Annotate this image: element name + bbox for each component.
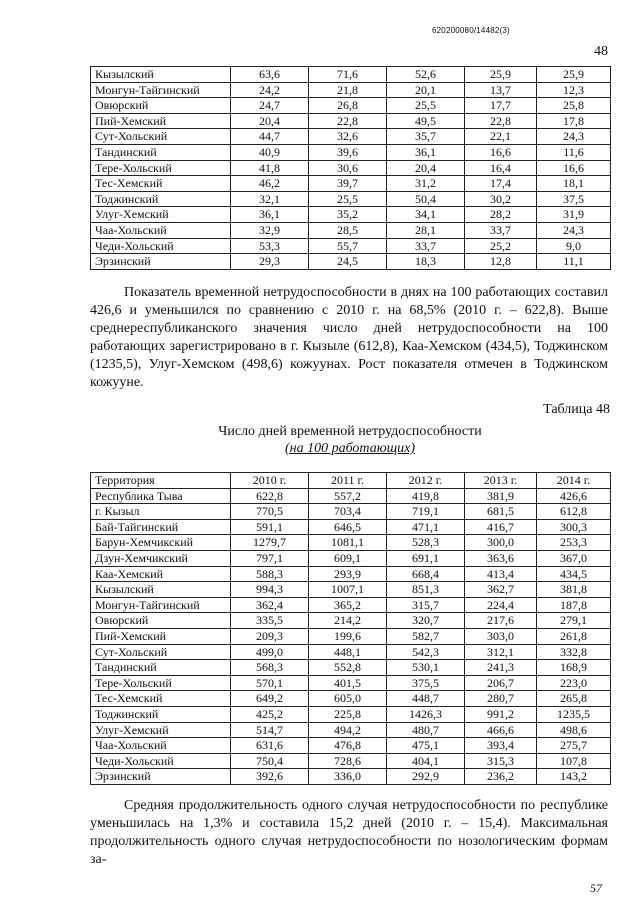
table-label: Таблица 48	[543, 402, 610, 417]
value-cell: 365,2	[309, 597, 387, 613]
value-cell: 280,7	[465, 691, 537, 707]
value-cell: 12,8	[465, 254, 537, 270]
table-row	[91, 222, 611, 238]
territory-cell: Тере-Хольский	[91, 160, 231, 176]
value-cell: 223,0	[537, 675, 611, 691]
territory-cell: Тандинский	[91, 660, 231, 676]
handwritten-page-number: 57	[590, 881, 602, 895]
table-row	[91, 519, 611, 535]
value-cell: 494,2	[309, 722, 387, 738]
value-cell: 225,8	[309, 706, 387, 722]
table-row	[91, 488, 611, 504]
value-cell: 107,8	[537, 753, 611, 769]
value-cell: 21,8	[309, 82, 387, 98]
value-cell: 381,9	[465, 488, 537, 504]
value-cell: 681,5	[465, 504, 537, 520]
value-cell: 279,1	[537, 613, 611, 629]
value-cell: 434,5	[537, 566, 611, 582]
value-cell: 32,9	[231, 222, 309, 238]
value-cell: 32,6	[309, 129, 387, 145]
value-cell: 588,3	[231, 566, 309, 582]
value-cell: 44,7	[231, 129, 309, 145]
value-cell: 552,8	[309, 660, 387, 676]
value-cell: 49,5	[387, 113, 465, 129]
table-row	[91, 238, 611, 254]
table-subtitle: (на 100 работающих)	[284, 441, 416, 456]
value-cell: 187,8	[537, 597, 611, 613]
value-cell: 591,1	[231, 519, 309, 535]
value-cell: 275,7	[537, 738, 611, 754]
value-cell: 253,3	[537, 535, 611, 551]
value-cell: 36,1	[231, 207, 309, 223]
territory-cell: Дзун-Хемчикский	[91, 550, 231, 566]
territory-cell: Эрзинский	[91, 254, 231, 270]
value-cell: 24,5	[309, 254, 387, 270]
column-header: 2014 г.	[537, 473, 611, 489]
value-cell: 20,1	[387, 82, 465, 98]
value-cell: 336,0	[309, 769, 387, 785]
value-cell: 36,1	[387, 144, 465, 160]
value-cell: 52,6	[387, 67, 465, 83]
territory-cell: Кызылский	[91, 582, 231, 598]
value-cell: 392,6	[231, 769, 309, 785]
territory-cell: Барун-Хемчикский	[91, 535, 231, 551]
value-cell: 199,6	[309, 628, 387, 644]
value-cell: 25,5	[309, 191, 387, 207]
value-cell: 466,6	[465, 722, 537, 738]
table-row	[91, 254, 611, 270]
value-cell: 28,2	[465, 207, 537, 223]
value-cell: 1279,7	[231, 535, 309, 551]
value-cell: 261,8	[537, 628, 611, 644]
value-cell: 416,7	[465, 519, 537, 535]
territory-cell: Монгун-Тайгинский	[91, 597, 231, 613]
value-cell: 557,2	[309, 488, 387, 504]
value-cell: 24,3	[537, 129, 611, 145]
territory-cell: Тес-Хемский	[91, 691, 231, 707]
territory-cell: Улуг-Хемский	[91, 207, 231, 223]
territory-cell: Чаа-Хольский	[91, 738, 231, 754]
territory-cell: Овюрский	[91, 98, 231, 114]
page-number: 48	[594, 44, 608, 59]
table-row	[91, 207, 611, 223]
value-cell: 703,4	[309, 504, 387, 520]
table-row	[91, 613, 611, 629]
value-cell: 22,8	[465, 113, 537, 129]
value-cell: 300,3	[537, 519, 611, 535]
column-header: Территория	[91, 473, 231, 489]
value-cell: 32,1	[231, 191, 309, 207]
value-cell: 750,4	[231, 753, 309, 769]
territory-cell: Тандинский	[91, 144, 231, 160]
value-cell: 332,8	[537, 644, 611, 660]
value-cell: 37,5	[537, 191, 611, 207]
value-cell: 214,2	[309, 613, 387, 629]
value-cell: 168,9	[537, 660, 611, 676]
value-cell: 1426,3	[387, 706, 465, 722]
table-row	[91, 160, 611, 176]
table-row	[91, 628, 611, 644]
value-cell: 41,8	[231, 160, 309, 176]
territory-cell: Каа-Хемский	[91, 566, 231, 582]
value-cell: 209,3	[231, 628, 309, 644]
value-cell: 448,7	[387, 691, 465, 707]
value-cell: 293,9	[309, 566, 387, 582]
territory-cell: Чаа-Хольский	[91, 222, 231, 238]
territory-cell: Чеди-Хольский	[91, 753, 231, 769]
value-cell: 30,2	[465, 191, 537, 207]
table-row	[91, 191, 611, 207]
column-header: 2012 г.	[387, 473, 465, 489]
table-row	[91, 691, 611, 707]
value-cell: 25,5	[387, 98, 465, 114]
value-cell: 24,2	[231, 82, 309, 98]
value-cell: 1235,5	[537, 706, 611, 722]
value-cell: 33,7	[387, 238, 465, 254]
table-row	[91, 706, 611, 722]
value-cell: 393,4	[465, 738, 537, 754]
value-cell: 25,2	[465, 238, 537, 254]
value-cell: 605,0	[309, 691, 387, 707]
territory-cell: Кызылский	[91, 67, 231, 83]
territory-cell: Эрзинский	[91, 769, 231, 785]
value-cell: 480,7	[387, 722, 465, 738]
value-cell: 994,3	[231, 582, 309, 598]
value-cell: 375,5	[387, 675, 465, 691]
table-header-row	[91, 473, 611, 489]
value-cell: 13,7	[465, 82, 537, 98]
table-row	[91, 722, 611, 738]
value-cell: 622,8	[231, 488, 309, 504]
value-cell: 668,4	[387, 566, 465, 582]
value-cell: 851,3	[387, 582, 465, 598]
territory-cell: Сут-Хольский	[91, 644, 231, 660]
value-cell: 419,8	[387, 488, 465, 504]
value-cell: 362,4	[231, 597, 309, 613]
value-cell: 292,9	[387, 769, 465, 785]
value-cell: 39,7	[309, 176, 387, 192]
table-row	[91, 769, 611, 785]
value-cell: 426,6	[537, 488, 611, 504]
value-cell: 26,8	[309, 98, 387, 114]
territory-cell: Пий-Хемский	[91, 113, 231, 129]
territory-cell: Пий-Хемский	[91, 628, 231, 644]
value-cell: 40,9	[231, 144, 309, 160]
table-continued	[90, 66, 611, 270]
value-cell: 582,7	[387, 628, 465, 644]
value-cell: 35,2	[309, 207, 387, 223]
territory-cell: Бай-Тайгинский	[91, 519, 231, 535]
value-cell: 16,6	[537, 160, 611, 176]
value-cell: 22,8	[309, 113, 387, 129]
table-row	[91, 550, 611, 566]
table-sick-days	[90, 472, 611, 785]
value-cell: 1081,1	[309, 535, 387, 551]
value-cell: 9,0	[537, 238, 611, 254]
value-cell: 33,7	[465, 222, 537, 238]
value-cell: 367,0	[537, 550, 611, 566]
paragraph-duration: Средняя продолжительность одного случая нетрудоспособности по республике уменьшилась на 1,3% и составила 15,2 дней (2010 г. – 15,4). Максимальная продолжительность одного случая нетрудоспособности по нозологическим формам за-	[90, 798, 608, 867]
value-cell: 18,3	[387, 254, 465, 270]
table-row	[91, 113, 611, 129]
table-row	[91, 597, 611, 613]
value-cell: 25,8	[537, 98, 611, 114]
value-cell: 25,9	[537, 67, 611, 83]
territory-cell: Республика Тыва	[91, 488, 231, 504]
value-cell: 300,0	[465, 535, 537, 551]
value-cell: 303,0	[465, 628, 537, 644]
territory-cell: Тере-Хольский	[91, 675, 231, 691]
territory-cell: Тоджинский	[91, 191, 231, 207]
value-cell: 16,4	[465, 160, 537, 176]
value-cell: 28,1	[387, 222, 465, 238]
table-row	[91, 144, 611, 160]
value-cell: 770,5	[231, 504, 309, 520]
value-cell: 363,6	[465, 550, 537, 566]
value-cell: 24,7	[231, 98, 309, 114]
document-id: 620200080/14482(3)	[432, 26, 510, 35]
value-cell: 224,4	[465, 597, 537, 613]
value-cell: 646,5	[309, 519, 387, 535]
value-cell: 991,2	[465, 706, 537, 722]
value-cell: 728,6	[309, 753, 387, 769]
column-header: 2011 г.	[309, 473, 387, 489]
table-title: Число дней временной нетрудоспособности	[218, 424, 482, 439]
table-row	[91, 660, 611, 676]
value-cell: 498,6	[537, 722, 611, 738]
table-row	[91, 98, 611, 114]
value-cell: 236,2	[465, 769, 537, 785]
territory-cell: Монгун-Тайгинский	[91, 82, 231, 98]
value-cell: 612,8	[537, 504, 611, 520]
value-cell: 25,9	[465, 67, 537, 83]
value-cell: 217,6	[465, 613, 537, 629]
value-cell: 568,3	[231, 660, 309, 676]
value-cell: 425,2	[231, 706, 309, 722]
value-cell: 315,7	[387, 597, 465, 613]
table-row	[91, 582, 611, 598]
value-cell: 71,6	[309, 67, 387, 83]
value-cell: 34,1	[387, 207, 465, 223]
table-row	[91, 67, 611, 83]
table-row	[91, 176, 611, 192]
value-cell: 320,7	[387, 613, 465, 629]
value-cell: 46,2	[231, 176, 309, 192]
value-cell: 362,7	[465, 582, 537, 598]
value-cell: 570,1	[231, 675, 309, 691]
value-cell: 1007,1	[309, 582, 387, 598]
table-row	[91, 535, 611, 551]
table-row	[91, 675, 611, 691]
value-cell: 609,1	[309, 550, 387, 566]
value-cell: 11,6	[537, 144, 611, 160]
value-cell: 35,7	[387, 129, 465, 145]
value-cell: 404,1	[387, 753, 465, 769]
value-cell: 143,2	[537, 769, 611, 785]
territory-cell: Овюрский	[91, 613, 231, 629]
value-cell: 401,5	[309, 675, 387, 691]
value-cell: 265,8	[537, 691, 611, 707]
value-cell: 53,3	[231, 238, 309, 254]
value-cell: 315,3	[465, 753, 537, 769]
value-cell: 381,8	[537, 582, 611, 598]
value-cell: 50,4	[387, 191, 465, 207]
territory-cell: Сут-Хольский	[91, 129, 231, 145]
table-row	[91, 738, 611, 754]
value-cell: 499,0	[231, 644, 309, 660]
value-cell: 471,1	[387, 519, 465, 535]
paragraph-sick-days: Показатель временной нетрудоспособности в днях на 100 работающих составил 426,6 и уменьшился по сравнению с 2010 г. на 68,5% (2010 г. – 622,8). Выше среднереспубликанского значения число дней нетрудоспособности на 100 работающих зарегистрировано в г. Кызыле (612,8), Каа-Хемском (434,5), Тоджинском (1235,5), Улуг-Хемском (498,6) кожуунах. Рост показателя отмечен в Тоджинском кожууне.	[90, 285, 608, 390]
value-cell: 17,8	[537, 113, 611, 129]
value-cell: 514,7	[231, 722, 309, 738]
value-cell: 17,7	[465, 98, 537, 114]
territory-cell: Тес-Хемский	[91, 176, 231, 192]
value-cell: 30,6	[309, 160, 387, 176]
table-row	[91, 504, 611, 520]
value-cell: 63,6	[231, 67, 309, 83]
value-cell: 631,6	[231, 738, 309, 754]
value-cell: 20,4	[231, 113, 309, 129]
value-cell: 542,3	[387, 644, 465, 660]
territory-cell: Тоджинский	[91, 706, 231, 722]
table-row	[91, 753, 611, 769]
value-cell: 22,1	[465, 129, 537, 145]
territory-cell: Чеди-Хольский	[91, 238, 231, 254]
value-cell: 16,6	[465, 144, 537, 160]
value-cell: 20,4	[387, 160, 465, 176]
value-cell: 24,3	[537, 222, 611, 238]
value-cell: 528,3	[387, 535, 465, 551]
territory-cell: Улуг-Хемский	[91, 722, 231, 738]
value-cell: 448,1	[309, 644, 387, 660]
value-cell: 413,4	[465, 566, 537, 582]
value-cell: 719,1	[387, 504, 465, 520]
value-cell: 797,1	[231, 550, 309, 566]
value-cell: 335,5	[231, 613, 309, 629]
value-cell: 530,1	[387, 660, 465, 676]
territory-cell: г. Кызыл	[91, 504, 231, 520]
table-row	[91, 129, 611, 145]
value-cell: 649,2	[231, 691, 309, 707]
value-cell: 28,5	[309, 222, 387, 238]
value-cell: 241,3	[465, 660, 537, 676]
table-caption	[90, 423, 610, 457]
value-cell: 17,4	[465, 176, 537, 192]
column-header: 2013 г.	[465, 473, 537, 489]
value-cell: 312,1	[465, 644, 537, 660]
column-header: 2010 г.	[231, 473, 309, 489]
table-row	[91, 566, 611, 582]
value-cell: 31,9	[537, 207, 611, 223]
value-cell: 206,7	[465, 675, 537, 691]
value-cell: 31,2	[387, 176, 465, 192]
value-cell: 39,6	[309, 144, 387, 160]
value-cell: 18,1	[537, 176, 611, 192]
value-cell: 475,1	[387, 738, 465, 754]
table-row	[91, 644, 611, 660]
value-cell: 29,3	[231, 254, 309, 270]
table-row	[91, 82, 611, 98]
value-cell: 55,7	[309, 238, 387, 254]
value-cell: 11,1	[537, 254, 611, 270]
value-cell: 476,8	[309, 738, 387, 754]
value-cell: 691,1	[387, 550, 465, 566]
value-cell: 12,3	[537, 82, 611, 98]
